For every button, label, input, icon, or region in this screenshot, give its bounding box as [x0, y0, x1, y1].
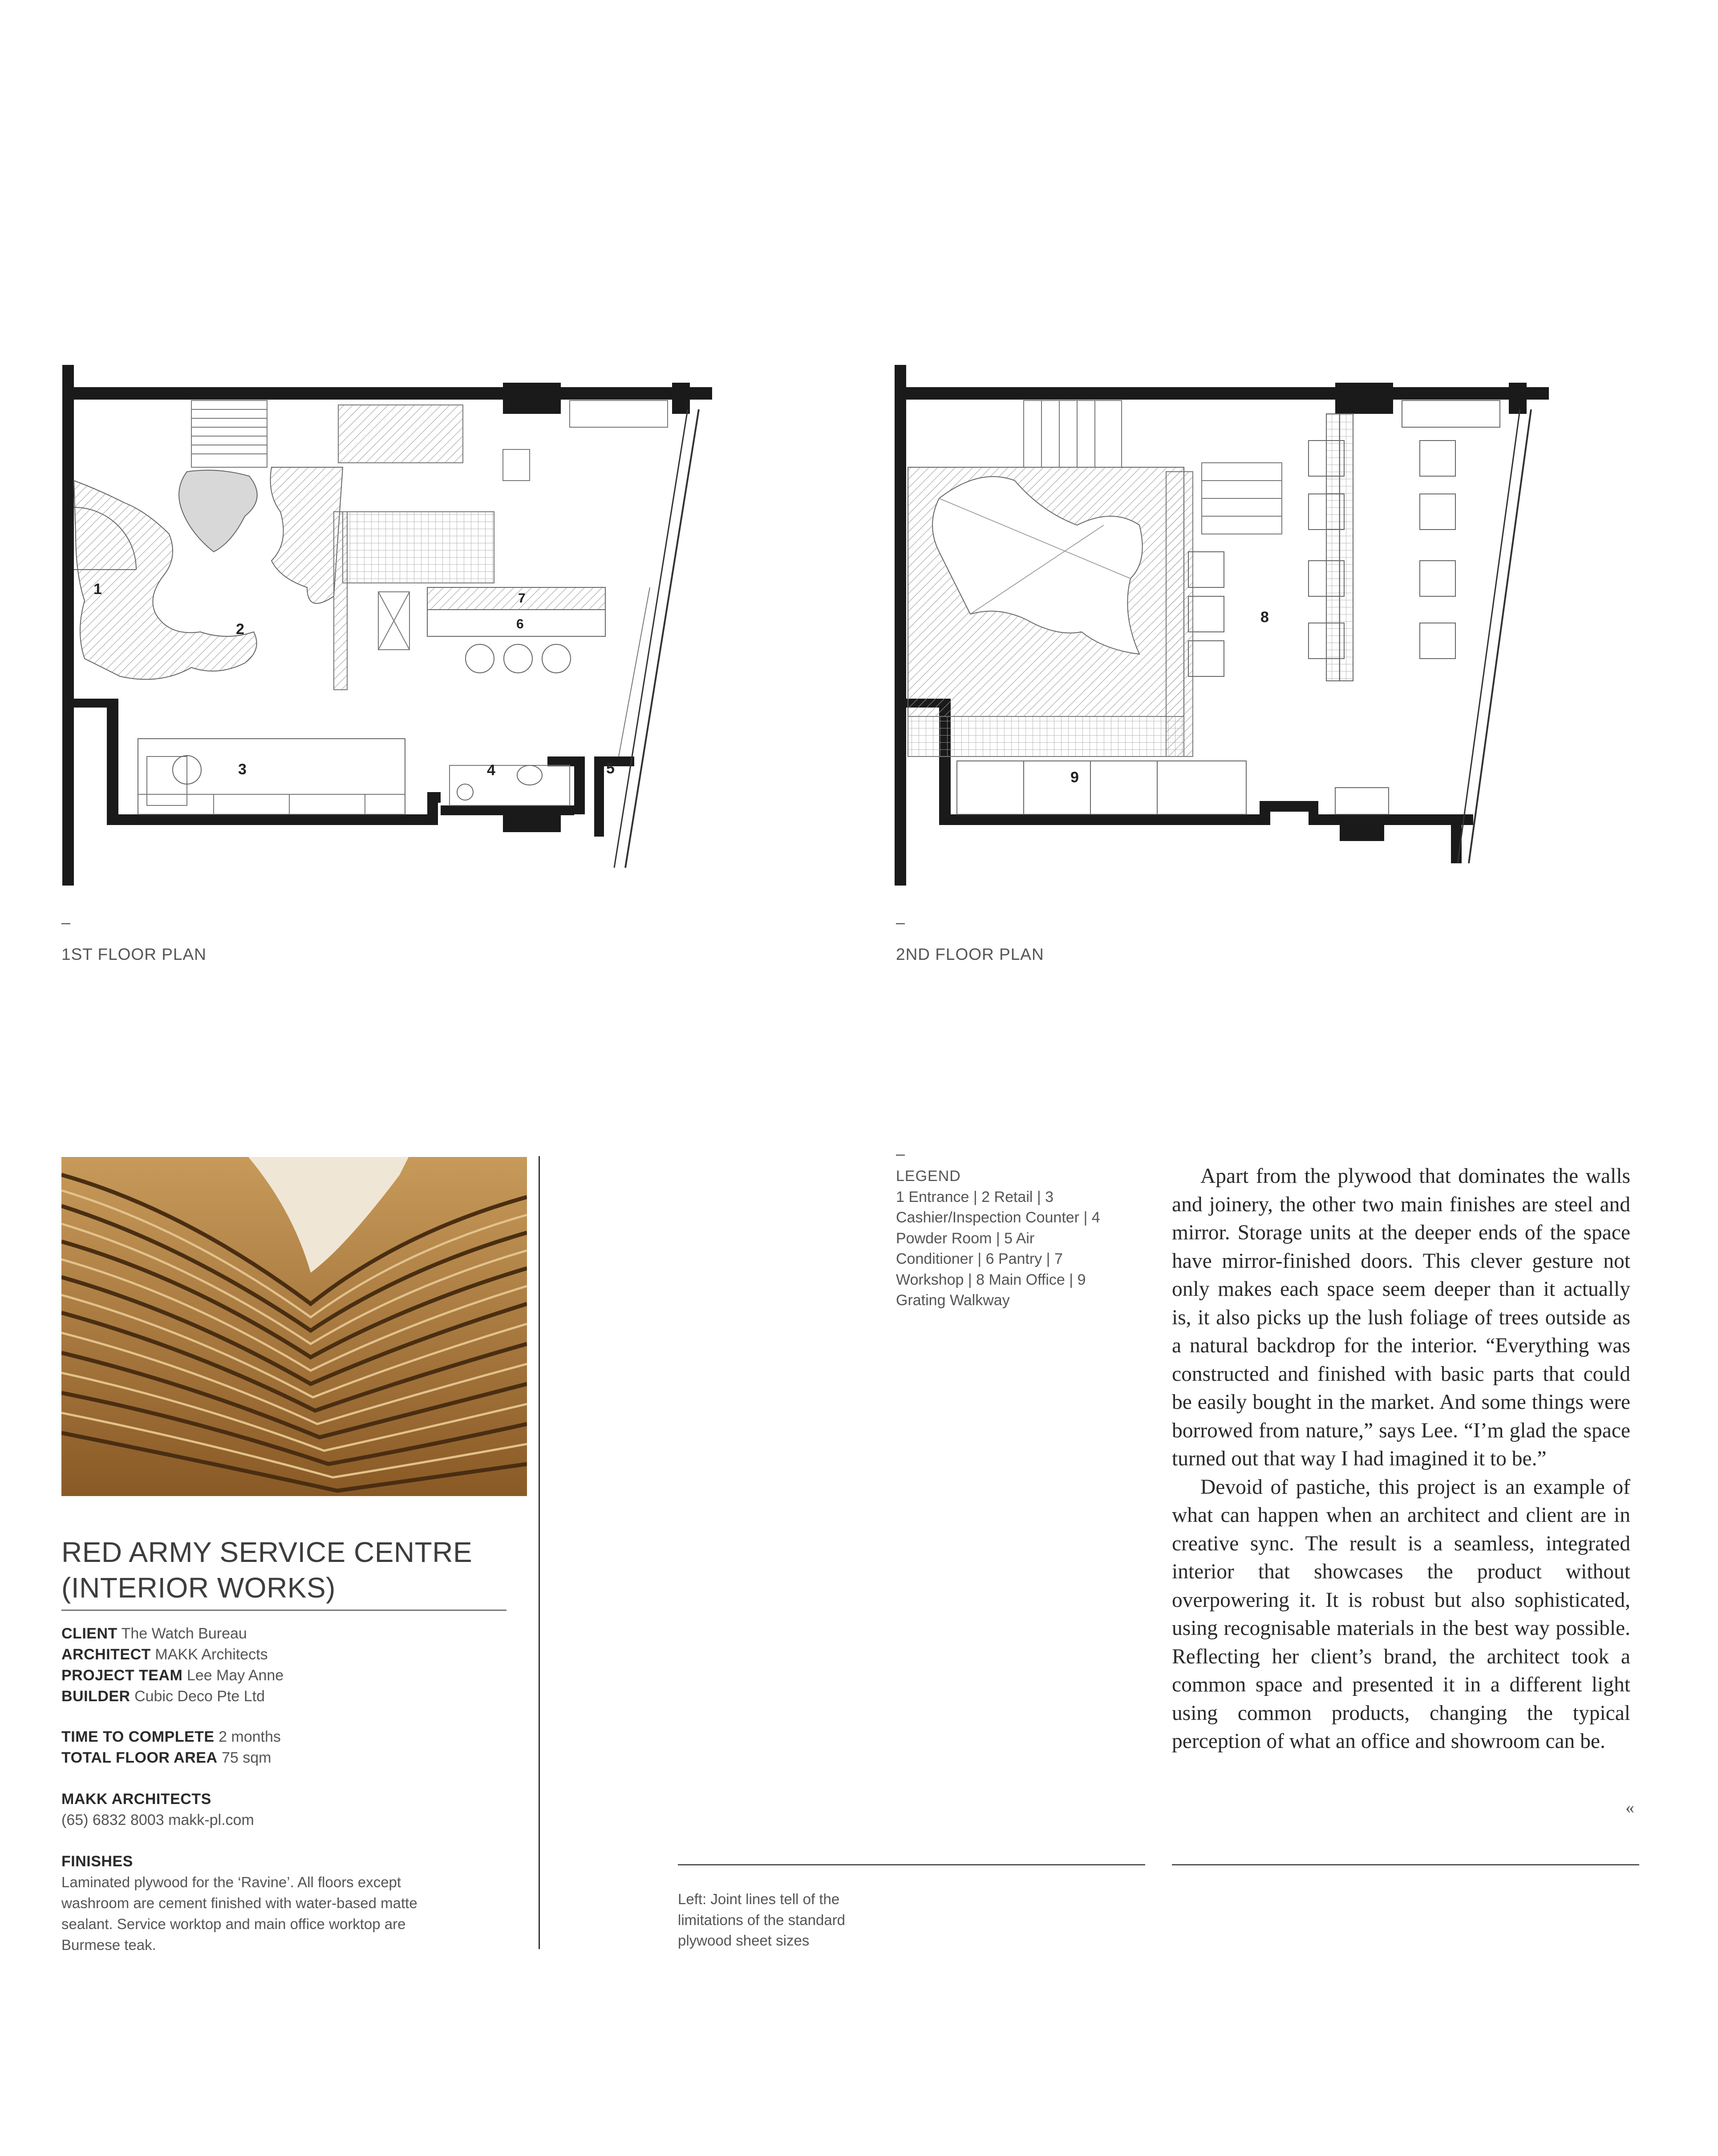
plan-label-7: 7 — [518, 591, 526, 606]
article-paragraph-1: Apart from the plywood that dominates the walls and joinery, the other two main finishes are steel and mirror. Storage units at the deeper ends of the space have mirror-finished doors. This clever gesture not only makes each space seem deeper than it actually is, it also picks up the lush foliage of trees outside as a natural backdrop for the interior. “Everything was constructed and finished with basic parts that could be easily bought in the market. And some things were borrowed from nature,” says Lee. “I’m glad the space turned out that way I had imagined it to be.” — [1172, 1165, 1630, 1470]
second-floor-plan — [890, 365, 1584, 899]
architect-value: MAKK Architects — [155, 1646, 268, 1663]
finishes-label: FINISHES — [61, 1853, 133, 1870]
first-floor-plan-drawing — [58, 365, 752, 899]
project-title-line1: RED ARMY SERVICE CENTRE — [61, 1536, 473, 1568]
legend-dash: – — [896, 1145, 905, 1163]
legend-heading: LEGEND — [896, 1168, 961, 1185]
area-label: TOTAL FLOOR AREA — [61, 1749, 218, 1766]
client-value: The Watch Bureau — [121, 1625, 247, 1642]
second-floor-plan-drawing — [890, 365, 1584, 899]
plan-label-2: 2 — [236, 621, 244, 638]
photo-caption: Left: Joint lines tell of the limitations of the standard plywood sheet sizes — [678, 1891, 846, 1949]
builder-value: Cubic Deco Pte Ltd — [134, 1688, 265, 1705]
time-value: 2 months — [219, 1728, 281, 1745]
second-plan-dash: – — [896, 913, 905, 931]
first-floor-plan — [58, 365, 752, 899]
plan-label-6: 6 — [516, 617, 524, 631]
stats-block — [61, 1727, 281, 1768]
plan-label-1: 1 — [93, 581, 102, 598]
finishes-text: Laminated plywood for the ‘Ravine’. All floors except washroom are cement finished with water-based matte sealant. Service worktop and main office worktop are Burmese teak. — [61, 1874, 417, 1953]
plan-label-9: 9 — [1070, 769, 1079, 786]
area-value: 75 sqm — [221, 1749, 271, 1766]
second-floor-plan-caption: 2ND FLOOR PLAN — [896, 945, 1044, 963]
end-mark: « — [1625, 1797, 1634, 1817]
article-body — [1172, 1162, 1630, 1756]
caption-rule-right — [1172, 1864, 1639, 1865]
title-rule — [61, 1610, 506, 1611]
firm-block — [61, 1789, 254, 1831]
info-column-rule — [539, 1156, 540, 1949]
architect-label: ARCHITECT — [61, 1646, 151, 1663]
caption-rule-left — [678, 1864, 1145, 1865]
article-paragraph-2: Devoid of pastiche, this project is an example of what can happen when an architect and client are in creative sync. The result is a seamless, integrated interior that showcases the product without overpowering it. It is robust but also sophisticated, using recognisable materials in the best way possible. Reflecting her client’s brand, the architect took a common space and presented it in a different light using common products, changing the typical perception of what an office and showroom can be. — [1172, 1475, 1630, 1753]
client-label: CLIENT — [61, 1625, 118, 1642]
builder-label: BUILDER — [61, 1688, 130, 1705]
team-value: Lee May Anne — [186, 1667, 284, 1684]
legend-text: 1 Entrance | 2 Retail | 3 Cashier/Inspection Counter | 4 Powder Room | 5 Air Conditioner | 6 Pantry | 7 Workshop | 8 Main Office | 9 Grating Walkway — [896, 1188, 1100, 1309]
plan-label-3: 3 — [238, 761, 247, 778]
finishes-heading-block — [61, 1851, 133, 1872]
time-label: TIME TO COMPLETE — [61, 1728, 215, 1745]
first-floor-plan-caption: 1ST FLOOR PLAN — [61, 945, 207, 963]
ravine-plywood-photo — [61, 1157, 527, 1496]
plan-label-4: 4 — [487, 762, 495, 779]
firm-contact: (65) 6832 8003 makk-pl.com — [61, 1812, 254, 1828]
plan-label-5: 5 — [606, 760, 615, 777]
firm-label: MAKK ARCHITECTS — [61, 1791, 211, 1808]
project-title — [61, 1534, 506, 1606]
project-title-line2: (INTERIOR WORKS) — [61, 1572, 336, 1604]
credits-block — [61, 1623, 284, 1707]
first-plan-dash: – — [61, 913, 71, 931]
team-label: PROJECT TEAM — [61, 1667, 183, 1684]
plan-label-8: 8 — [1260, 609, 1269, 626]
legend — [896, 1166, 1105, 1311]
